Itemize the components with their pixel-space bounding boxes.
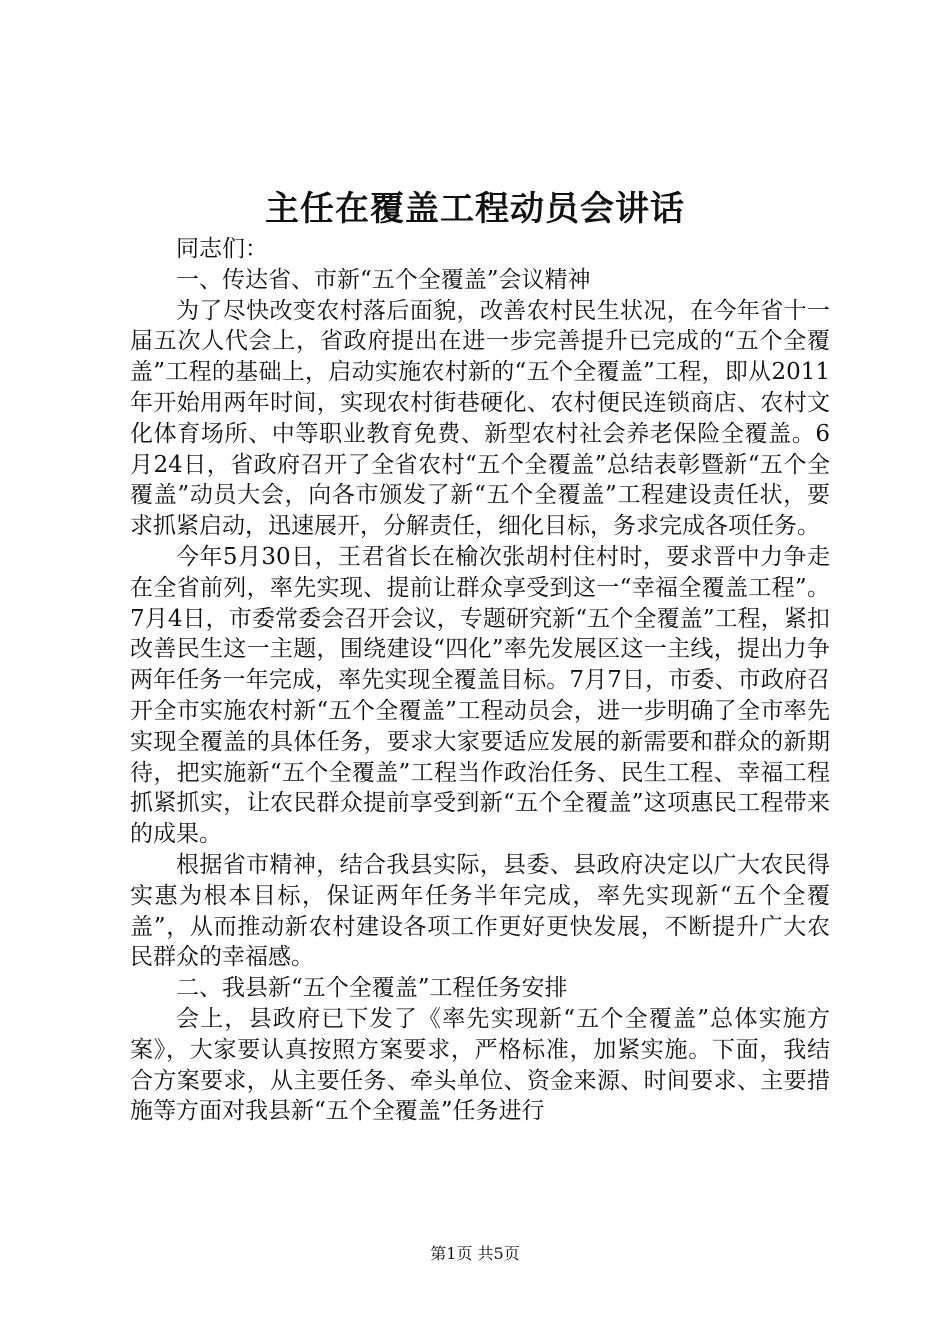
section-heading-1: 一、传达省、市新“五个全覆盖”会议精神 bbox=[176, 266, 591, 293]
document-title: 主任在覆盖工程动员会讲话 bbox=[265, 189, 685, 229]
body-paragraph: 根据省市精神，结合我县实际，县委、县政府决定以广大农民得实惠为根本目标，保证两年任务半年完成，率先实现新“五个全覆盖”，从而推动新农村建设各项工作更好更快发展，不断提升广大农民群众的幸福感。 bbox=[130, 851, 830, 971]
body-paragraph: 为了尽快改变农村落后面貌，改善农村民生状况，在今年省十一届五次人代会上，省政府提出在进一步完善提升已完成的“五个全覆盖”工程的基础上，启动实施农村新的“五个全覆盖”工程，即从2011年开始用两年时间，实现农村街巷硬化、农村便民连锁商店、农村文化体育场所、中等职业教育免费、新型农村社会养老保险全覆盖。6月24日，省政府召开了全省农村“五个全覆盖”总结表彰暨新“五个全覆盖”动员大会，向各市颁发了新“五个全覆盖”工程建设责任状，要求抓紧启动，迅速展开，分解责任，细化目标，务求完成各项任务。 bbox=[130, 297, 830, 540]
body-paragraph: 今年5月30日，王君省长在榆次张胡村住村时，要求晋中力争走在全省前列，率先实现、提前让群众享受到这一“幸福全覆盖工程”。7月4日，市委常委会召开会议，专题研究新“五个全覆盖”工程，紧扣改善民生这一主题，围绕建设“四化”率先发展区这一主线，提出力争两年任务一年完成，率先实现全覆盖目标。7月7日，市委、市政府召开全市实施农村新“五个全覆盖”工程动员会，进一步明确了全市率先实现全覆盖的具体任务，要求大家要适应发展的新需要和群众的新期待，把实施新“五个全覆盖”工程当作政治任务、民生工程、幸福工程抓紧抓实，让农民群众提前享受到新“五个全覆盖”这项惠民工程带来的成果。 bbox=[130, 543, 830, 848]
section-heading-2: 二、我县新“五个全覆盖”工程任务安排 bbox=[176, 975, 568, 1002]
page-number-footer: 第1页 共5页 bbox=[430, 1244, 520, 1263]
salutation: 同志们： bbox=[176, 236, 268, 262]
body-paragraph: 会上，县政府已下发了《率先实现新“五个全覆盖”总体实施方案》，大家要认真按照方案要求，严格标准，加紧实施。下面，我结合方案要求，从主要任务、牵头单位、资金来源、时间要求、主要措施等方面对我县新“五个全覆盖”任务进行 bbox=[130, 1005, 830, 1125]
document-body bbox=[130, 234, 830, 1127]
